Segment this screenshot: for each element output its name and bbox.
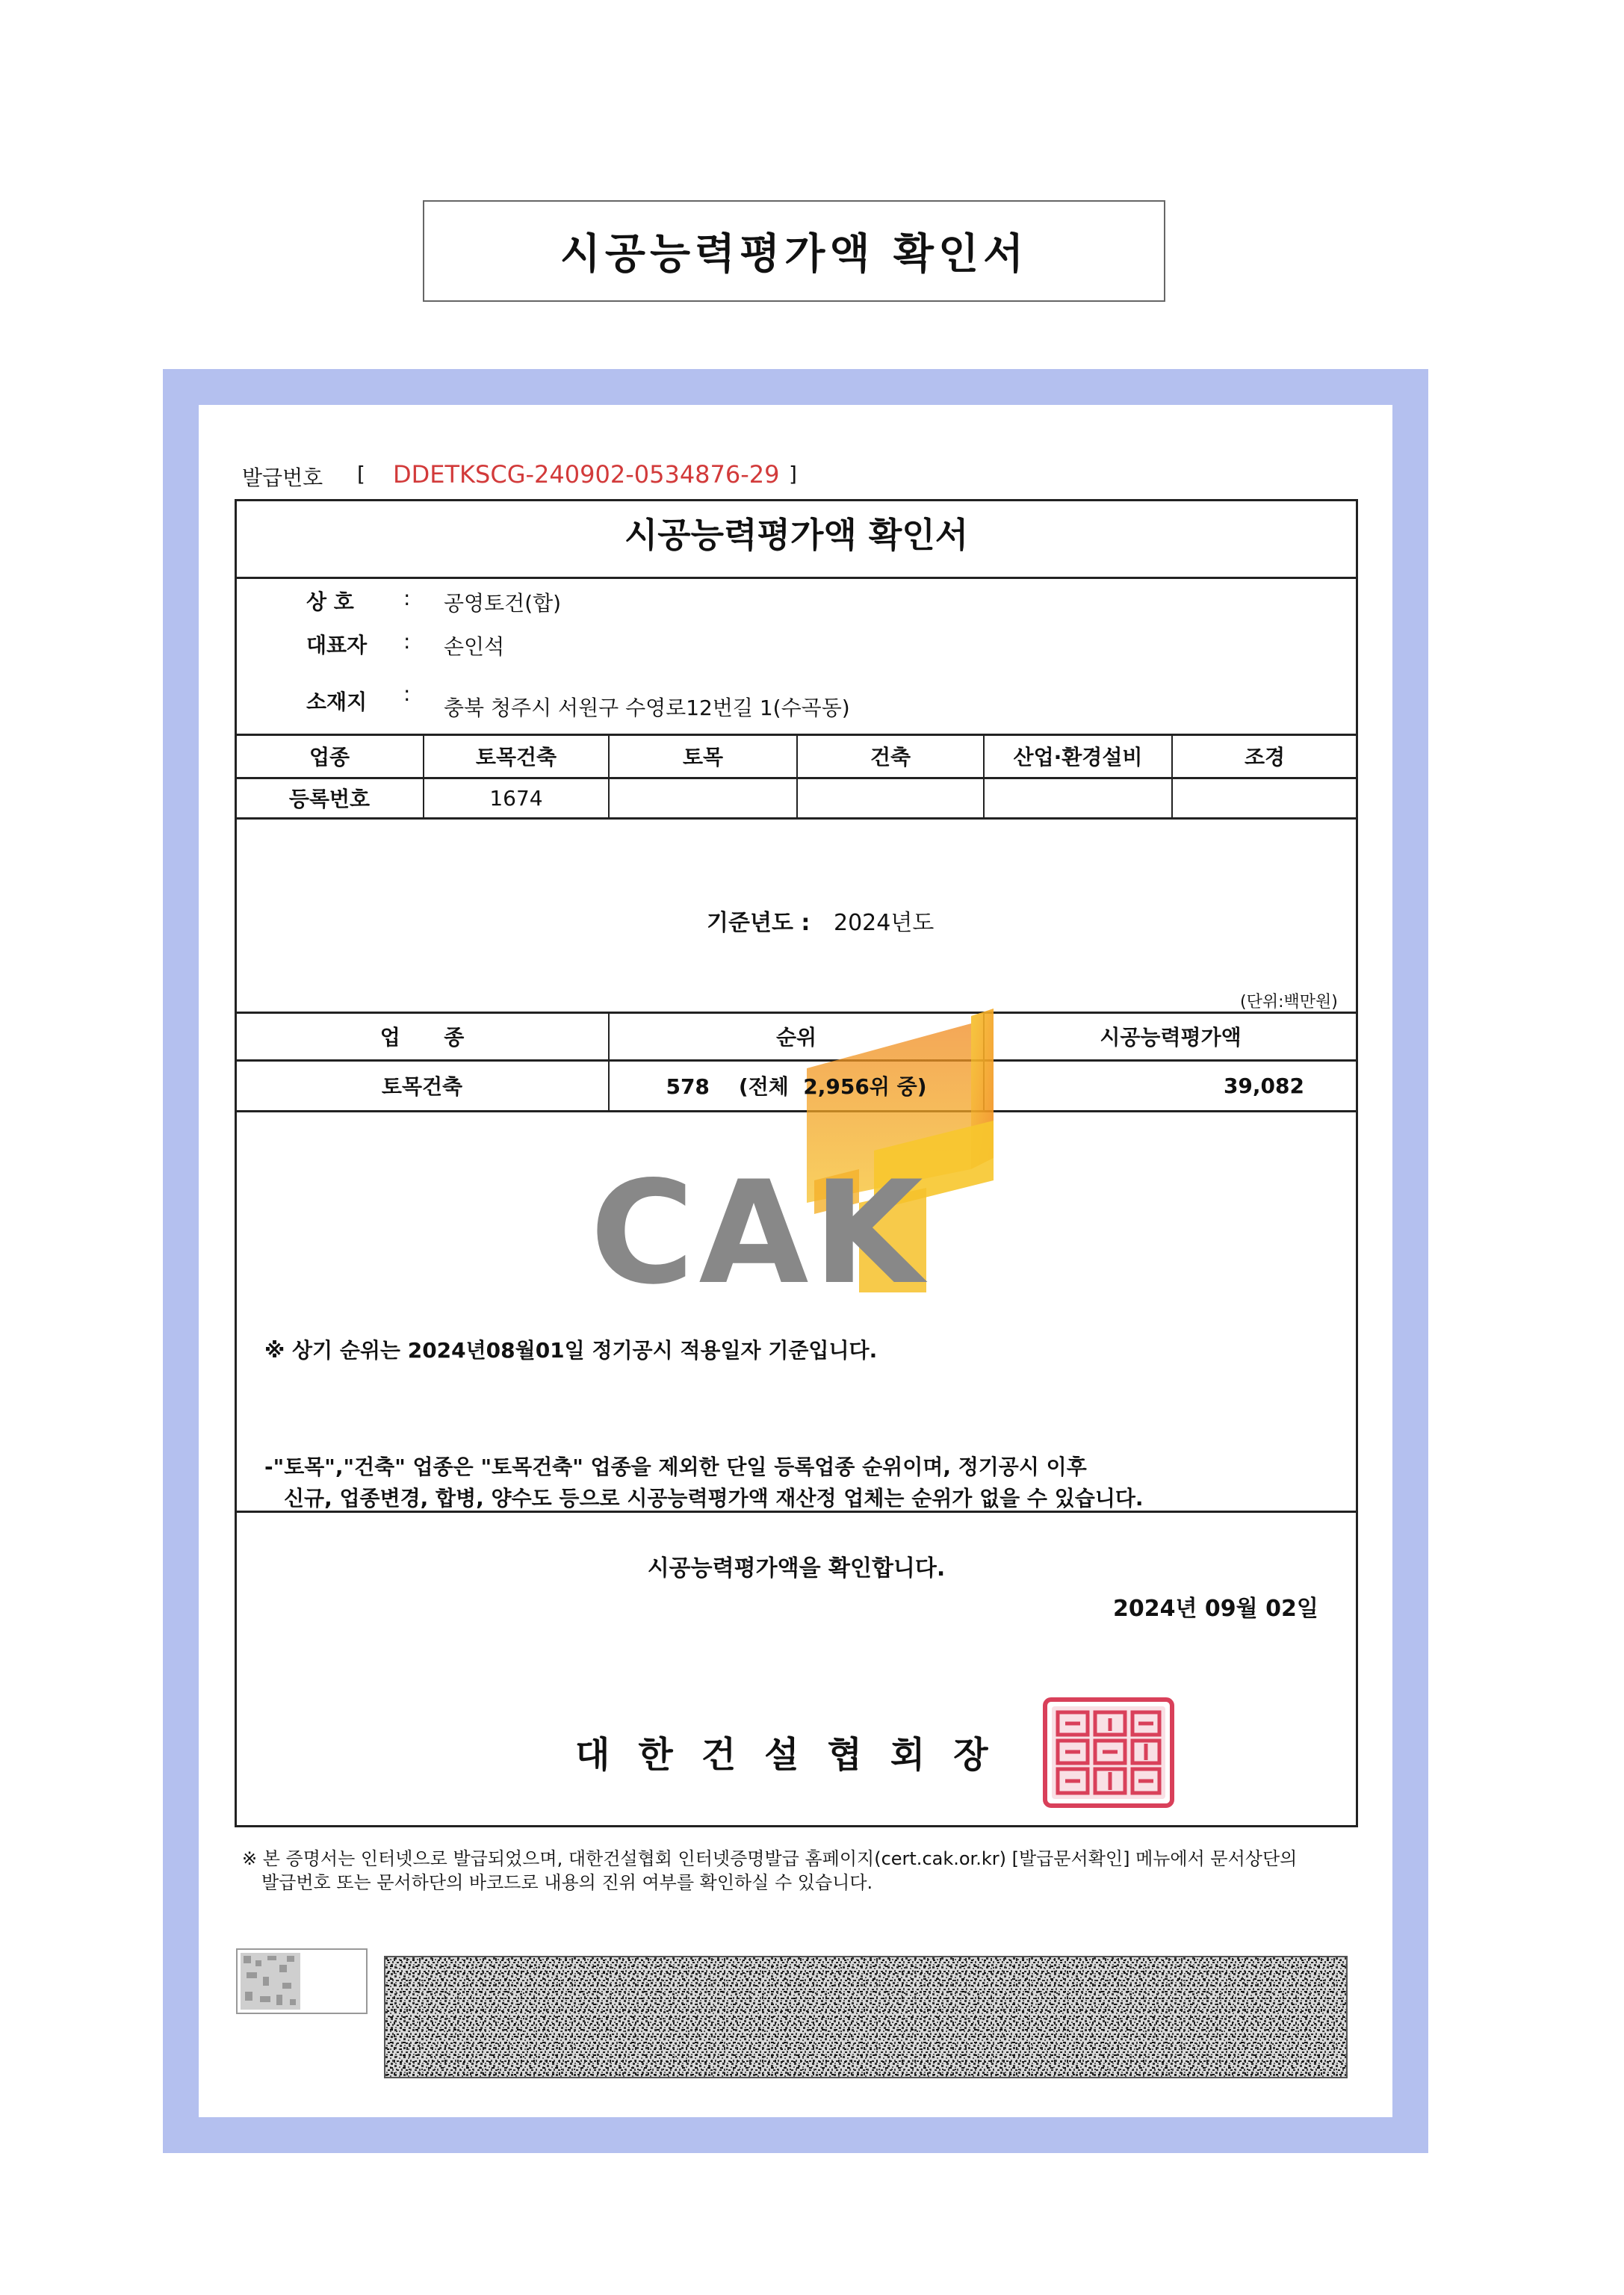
rank-header-industry: 업 종 [379, 1025, 465, 1050]
issue-number-value: DDETKSCG-240902-0534876-29 [393, 460, 780, 489]
issue-bracket-close: ] [789, 462, 797, 486]
colon: : [403, 586, 411, 610]
colon: : [403, 681, 411, 706]
rank-value-cell: 578 (전체 2,956위 중) [666, 1074, 927, 1099]
industry-rank-note-line1: -"토목","건축" 업종은 "토목건축" 업종을 제외한 단일 등록업종 순위이며, 정기공시 이후 [264, 1455, 1087, 1479]
confirmation-text: 시공능력평가액을 확인합니다. [647, 1555, 946, 1582]
reg-column-header: 조경 [1244, 745, 1286, 769]
industry-rank-note-line2: 신규, 업종변경, 합병, 양수도 등으로 시공능력평가액 재산정 업체는 순위가 없을 수 있습니다. [284, 1486, 1144, 1511]
title-divider [236, 577, 1357, 579]
issue-bracket-open: [ [357, 462, 365, 486]
reg-number-cell: 1674 [489, 785, 543, 811]
cak-logo-text: CAK [590, 1150, 928, 1316]
document-outer-title: 시공능력평가액 확인서 [423, 200, 1165, 302]
rank-header-amount: 시공능력평가액 [1100, 1025, 1242, 1050]
rank-amount-cell: 39,082 [1223, 1073, 1304, 1098]
reg-row-header: 업종 [309, 745, 350, 769]
representative-value: 손인석 [444, 634, 505, 659]
address-value: 충북 청주시 서원구 수영로12번길 1(수곡동) [444, 696, 850, 720]
ranking-basis-note: ※ 상기 순위는 2024년08월01일 정기공시 적용일자 기준입니다. [264, 1338, 878, 1363]
representative-label: 대표자 [306, 633, 368, 657]
reg-number-cell [798, 778, 983, 817]
rank-header-rank: 순위 [775, 1025, 817, 1050]
reg-row-header: 등록번호 [288, 787, 371, 811]
issue-date: 2024년 09월 02일 [1113, 1596, 1318, 1622]
certificate-title: 시공능력평가액 확인서 [624, 515, 969, 555]
unit-note: (단위:백만원) [1240, 993, 1338, 1012]
official-seal-icon [1043, 1697, 1174, 1808]
verification-note-line1: ※ 본 증명서는 인터넷으로 발급되었으며, 대한건설협회 인터넷증명발급 홈페이지(cert.cak.or.kr) [발급문서확인] 메뉴에서 문서상단의 [242, 1848, 1298, 1869]
reg-table-bottom [236, 817, 1357, 820]
company-label: 상 호 [306, 589, 354, 614]
reg-number-cell [1173, 778, 1357, 817]
document-barcode [384, 1956, 1348, 2078]
issue-number-label: 발급번호 [242, 465, 323, 490]
verification-note-line2: 발급번호 또는 문서하단의 바코드로 내용의 진위 여부를 확인하실 수 있습니다. [261, 1872, 873, 1893]
issuer-name: 대한건설협회장 [575, 1734, 1017, 1776]
colon: : [403, 629, 411, 654]
reg-number-cell [985, 778, 1171, 817]
base-year-label: 기준년도 : [707, 910, 811, 936]
reg-number-cell [610, 778, 796, 817]
reg-column-header: 토목건축 [475, 745, 557, 769]
barcode-icon [385, 1957, 1346, 2077]
company-value: 공영토건(합) [444, 591, 562, 616]
qr-code-icon [238, 1950, 366, 2013]
base-year-value: 2024년도 [834, 910, 935, 936]
reg-column-header: 산업·환경설비 [1013, 745, 1143, 769]
reg-column-header: 토목 [682, 745, 724, 769]
qr-code-box [236, 1948, 368, 2014]
rank-industry-cell: 토목건축 [381, 1074, 463, 1099]
address-label: 소재지 [306, 690, 368, 714]
reg-column-header: 건축 [870, 745, 911, 769]
